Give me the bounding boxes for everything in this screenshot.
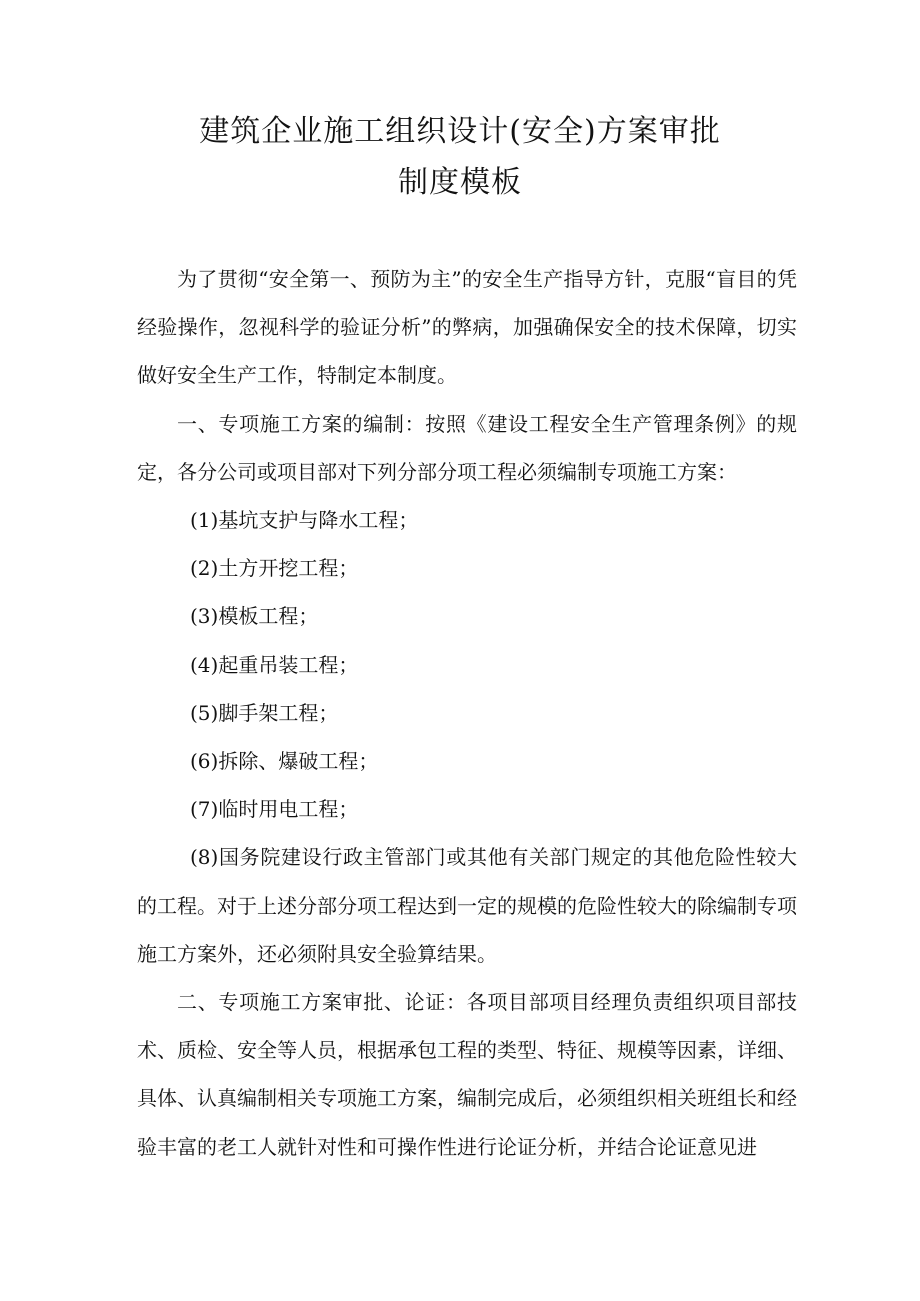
list-item-7: (7)临时用电工程； — [190, 797, 359, 822]
list-item-3: (3)模板工程； — [190, 604, 319, 629]
intro-paragraph: 为了贯彻“安全第一、预防为主”的安全生产指导方针，克服“盲目的凭经验操作，忽视科学的验证分析”的弊病，加强确保安全的技术保障，切实做好安全生产工作，特制定本制度。 — [137, 267, 797, 388]
document-body — [137, 255, 797, 1171]
list-item-1: (1)基坑支护与降水工程； — [190, 508, 419, 533]
list-item-5: (5)脚手架工程； — [190, 700, 339, 725]
document-title-line-1: 建筑企业施工组织设计(安全)方案审批 — [199, 114, 721, 149]
list-item-8: (8)国务院建设行政主管部门或其他有关部门规定的其他危险性较大的工程。对于上述分部分项工程达到一定的规模的危险性较大的除编制专项施工方案外，还必须附具安全验算结果。 — [137, 845, 797, 966]
list-item-4: (4)起重吊装工程； — [190, 652, 359, 677]
section-2-paragraph: 二、专项施工方案审批、论证：各项目部项目经理负责组织项目部技术、质检、安全等人员，根据承包工程的类型、特征、规模等因素，详细、具体、认真编制相关专项施工方案，编制完成后，必须组织相关班组长和经验丰富的老工人就针对性和可操作性进行论证分析，并结合论证意见进 — [137, 990, 797, 1159]
list-item-6: (6)拆除、爆破工程； — [190, 749, 379, 774]
document-title-line-2: 制度模板 — [398, 165, 522, 200]
section-1-paragraph: 一、专项施工方案的编制：按照《建设工程安全生产管理条例》的规定，各分公司或项目部对下列分部分项工程必须编制专项施工方案： — [137, 411, 797, 484]
list-item-2: (2)土方开挖工程； — [190, 556, 359, 581]
